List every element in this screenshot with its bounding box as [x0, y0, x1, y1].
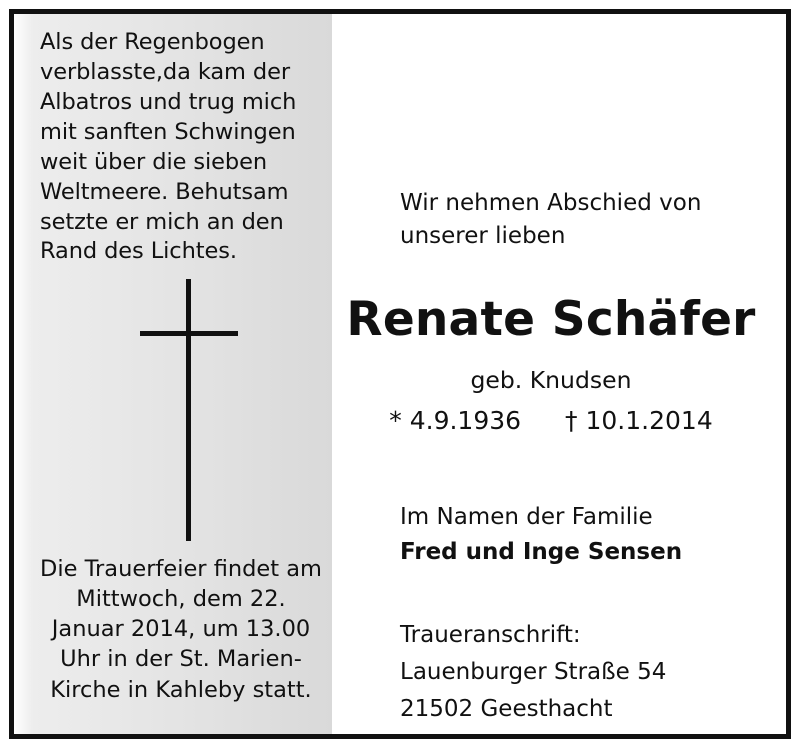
- address-city: 21502 Geesthacht: [400, 696, 613, 722]
- cross-horizontal-bar: [140, 331, 238, 336]
- address-label: Traueranschrift:: [400, 622, 581, 648]
- cross-vertical-bar: [186, 279, 191, 541]
- funeral-service-text: Die Trauerfeier findet am Mittwoch, dem 22. Januar 2014, um 13.00 Uhr in der St. Marien-Kirche in Kahleby statt.: [40, 556, 322, 703]
- left-panel: [14, 14, 332, 734]
- poem-text: Als der Regenbogen verblasste,da kam der Albatros und trug mich mit sanften Schwingen weit über die sieben Weltmeere. Behutsam setzte er mich an den Rand des Lichtes.: [40, 29, 297, 265]
- death-date: † 10.1.2014: [565, 406, 713, 435]
- family-label: Im Namen der Familie: [400, 504, 653, 530]
- deceased-name: Renate Schäfer: [346, 292, 756, 347]
- right-panel: [332, 14, 786, 734]
- birth-date: * 4.9.1936: [389, 406, 522, 435]
- obituary-frame: [9, 9, 791, 739]
- left-panel-content: [32, 14, 332, 734]
- cross-icon: [32, 279, 332, 544]
- maiden-name: geb. Knudsen: [470, 366, 632, 394]
- address-street: Lauenburger Straße 54: [400, 659, 667, 685]
- family-names: Fred und Inge Sensen: [400, 539, 683, 565]
- life-dates: [332, 406, 786, 435]
- intro-text: Wir nehmen Abschied von unserer lieben: [400, 190, 702, 249]
